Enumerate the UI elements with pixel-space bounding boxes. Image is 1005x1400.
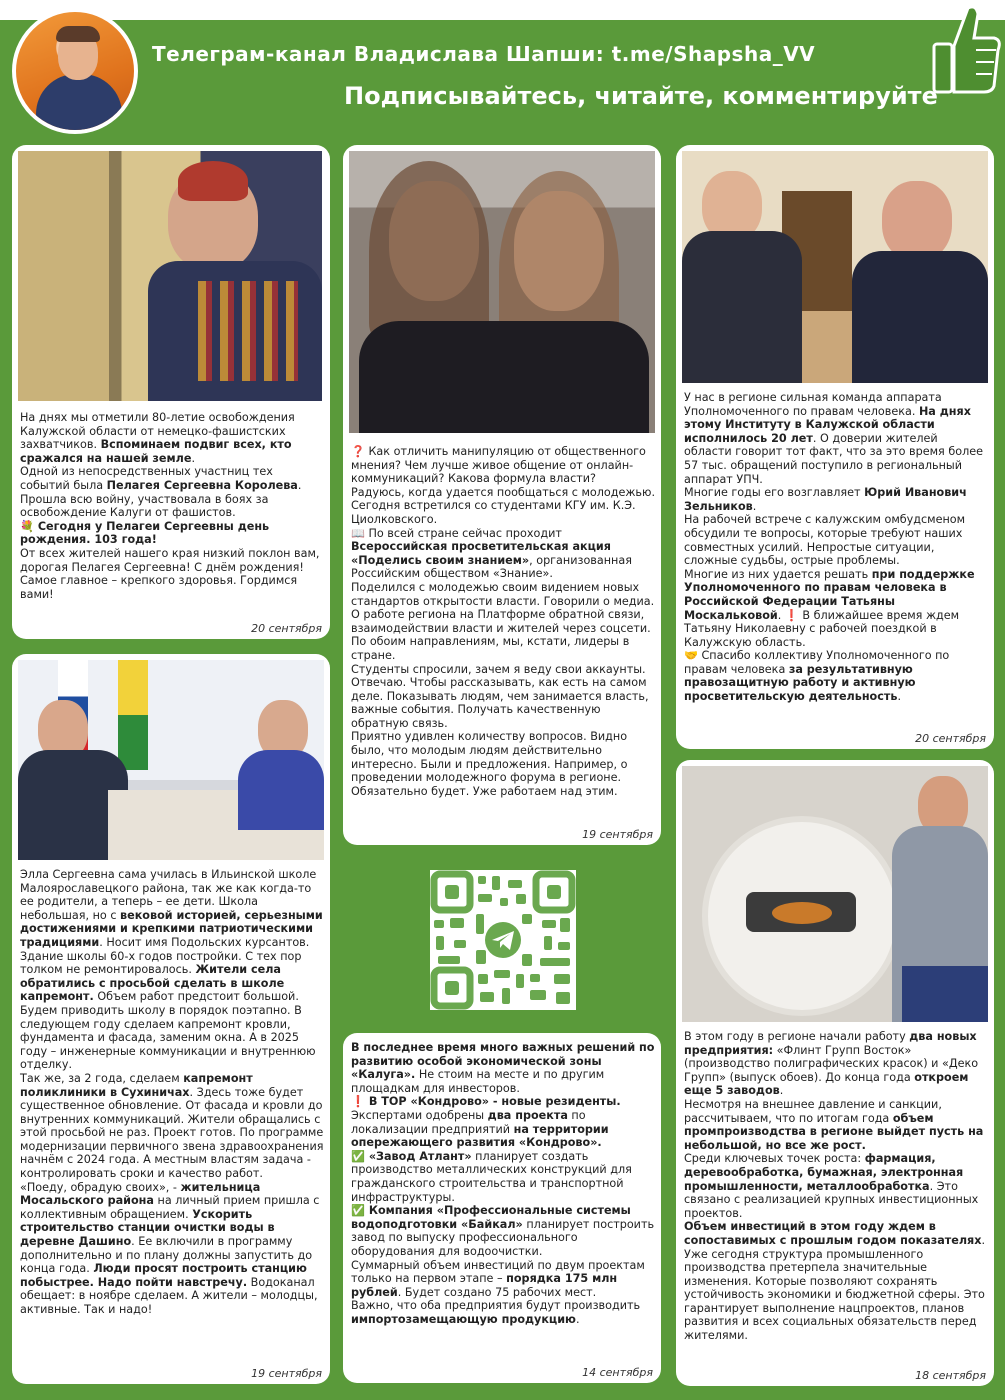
post-photo-paper-mill — [682, 766, 988, 1022]
header-telegram-line[interactable]: Телеграм-канал Владислава Шапши: t.me/Shapsha_VV — [152, 42, 816, 66]
post-date-1: 20 сентября — [251, 622, 322, 635]
post-date-6: 18 сентября — [915, 1369, 986, 1382]
telegram-qr-code[interactable] — [430, 870, 576, 1010]
post-text-4: Элла Сергеевна сама училась в Ильинской школе Малоярославецкого района, так же как когда-то ее родители, а теперь – ее дети. Школа небольшая, но с вековой историей, серьезными достижениями и крепкими патриотическими традициями. Носит имя Подольских курсантов. Здание школы 60-х годов постройки. С тех пор толком не ремонтировалось. Жители села обратились с просьбой сделать в школе капремонт. Объем работ предстоит большой. Будем приводить школу в порядок поэтапно. В следующем году сделаем капремонт кровли, фундамента и фасада, заменим окна. А в 2025 году – инженерные коммуникации и внутреннюю отделку. Так же, за 2 года, сделаем капремонт поликлиники в Сухиничах. Здесь тоже будет существенное обновление. От фасада и кровли до внутренних коммуникаций. Жители обращались с этой просьбой не раз. Проект готов. По программе модернизации первичного звена здравоохранения начнём с 2024 года. А местным властям задача - контролировать сроки и качество работ. «Поеду, обрадую своих», - жительница Мосальского района на личный прием пришла с коллективным обращением. Ускорить строительство станции очистки воды в деревне Дашино. Ее включили в программу дополнительно и по плану должны запустить до конца года. Люди просят построить станцию побыстрее. Надо пойти навстречу. Водоканал обещает: в ноябре сделаем. А жители – молодцы, активные. Так и надо! — [20, 868, 324, 1316]
post-date-3: 20 сентября — [915, 732, 986, 745]
post-card-4 — [12, 654, 330, 1384]
post-photo-veteran — [18, 151, 322, 401]
post-text-6: В этом году в регионе начали работу два новых предприятия: «Флинт Групп Восток» (производство полиграфических красок) и «Деко Групп» (выпуск обоев). До конца года откроем еще 5 заводов. Несмотря на внешнее давление и санкции, рассчитываем, что по итогам года объем промпроизводства в регионе выйдет пусть на небольшой, но все же рост. Среди ключевых точек роста: фармация, деревообработка, бумажная, электронная промышленности, металлообработка. Это связано с реализацией крупных инвестиционных проектов. Объем инвестиций в этом году ждем в сопоставимых с прошлым годом показателях. Уже сегодня структура промышленного производства претерпела значительные изменения. Которые позволяют сохранять устойчивость экономики и бюджетной сферы. Это гарантирует выполнение нацпроектов, планов развития и всех социальных обязательств перед жителями. — [684, 1030, 985, 1343]
author-avatar — [12, 8, 138, 134]
post-card-1 — [12, 145, 330, 639]
post-text-1: На днях мы отметили 80-летие освобождения Калужской области от немецко-фашистских захватчиков. Вспоминаем подвиг всех, кто сражался на нашей земле. Одной из непосредственных участниц тех событий была Пелагея Сергеевна Королева. Прошла всю войну, участвовала в боях за освобождение Калуги от фашистов. 💐 Сегодня у Пелагеи Сергеевны день рождения. 103 года! От всех жителей нашего края низкий поклон вам, дорогая Пелагея Сергеевна! С днём рождения! Самое главное – крепкого здоровья. Гордимся вами! — [20, 411, 320, 601]
header-subscribe-line: Подписывайтесь, читайте, комментируйте — [344, 82, 938, 110]
post-photo-handshake — [682, 151, 988, 383]
post-text-5: В последнее время много важных решений по развитию особой экономической зоны «Калуга». Не стоим на месте и по другим площадкам для инвесторов. ❗ В ТОР «Кондрово» - новые резиденты. Экспертами одобрены два проекта по локализации предприятий на территории опережающего развития «Кондрово». ✅ «Завод Атлант» планирует создать производство металлических конструкций для гражданского строительства и транспортной инфраструктуры. ✅ Компания «Профессиональные системы водоподготовки «Байкал» планирует построить завод по выпуску профессионального оборудования для водоочистки. Суммарный объем инвестиций по двум проектам только на первом этапе – порядка 175 млн рублей. Будет создано 75 рабочих мест. Важно, что оба предприятия будут производить импортозамещающую продукцию. — [351, 1041, 655, 1326]
post-date-5: 14 сентября — [582, 1366, 653, 1379]
post-date-2: 19 сентября — [582, 828, 653, 841]
post-card-2 — [343, 145, 661, 845]
post-card-5 — [343, 1033, 661, 1383]
post-text-2: ❓ Как отличить манипуляцию от общественного мнения? Чем лучше живое общение от онлайн-коммуникаций? Какова формула власти? Радуюсь, когда удается пообщаться с молодежью. Сегодня встретился со студентами КГУ им. К.Э. Циолковского. 📖 По всей стране сейчас проходит Всероссийская просветительская акция «Поделись своим знанием», организованная Российским обществом «Знание». Поделился с молодежью своим видением новых стандартов открытости власти. Говорили о медиа. О работе региона на Платформе обратной связи, взаимодействии власти и жителей через соцсети. По обоим направлениям, мы, кстати, лидеры в стране. Студенты спросили, зачем я веду свои аккаунты. Отвечаю. Чтобы рассказывать, как есть на самом деле. Показывать людям, чем занимается власть, важные события. Получать качественную обратную связь. Приятно удивлен количеству вопросов. Видно было, что молодым людям действительно интересно. Были и предложения. Например, о проведении молодежного форума в регионе. Обязательно будет. Уже работаем над этим. — [351, 445, 656, 798]
post-text-3: У нас в регионе сильная команда аппарата Уполномоченного по правам человека. На днях этому Институту в Калужской области исполнилось 20 лет. О доверии жителей области говорит тот факт, что за это время более 57 тыс. обращений поступило в региональный аппарат УПЧ. Многие годы его возглавляет Юрий Иванович Зельников. На рабочей встрече с калужским омбудсменом обсудили те вопросы, которые требуют наших совместных усилий. Непростые ситуации, сложные судьбы, острые проблемы. Многие из них удается решать при поддержке Уполномоченного по правам человека в Российской Федерации Татьяны Москальковой. ❗ В ближайшее время ждем Татьяну Николаевну с рабочей поездкой в Калужскую область. 🤝 Спасибо коллективу Уполномоченного по правам человека за результативную правозащитную работу и активную просветительскую деятельность. — [684, 391, 984, 704]
thumbs-up-icon — [928, 0, 1002, 96]
post-date-4: 19 сентября — [251, 1367, 322, 1380]
post-card-6 — [676, 760, 994, 1386]
post-card-3 — [676, 145, 994, 749]
post-photo-meeting — [18, 660, 324, 860]
post-photo-students — [349, 151, 655, 433]
